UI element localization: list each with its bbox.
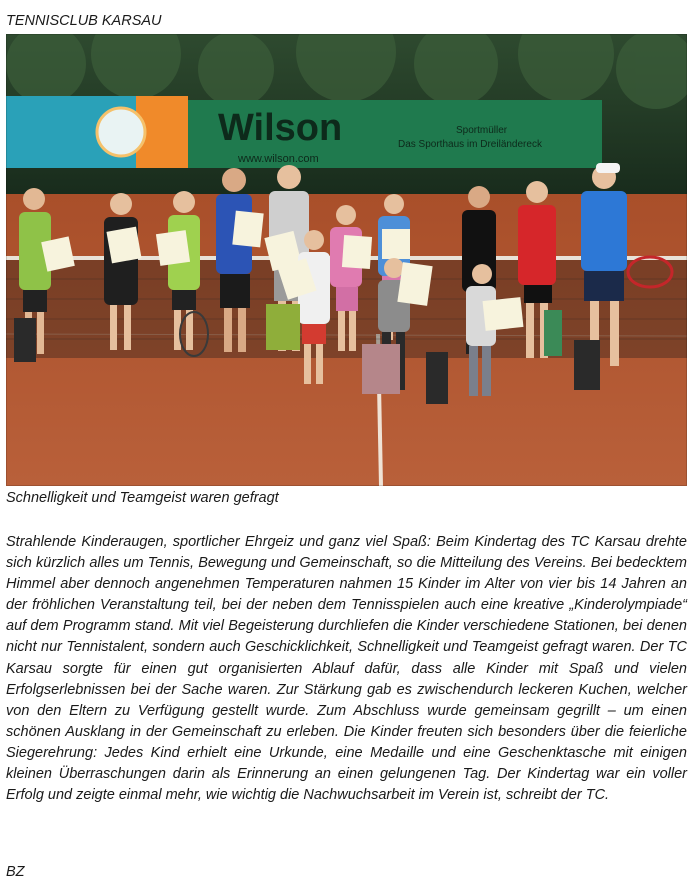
banner-logo-icon [97, 108, 145, 156]
gift-bag [574, 340, 600, 390]
group-photo [6, 34, 687, 486]
sponsor-banner [6, 96, 602, 168]
banner-url: www.wilson.com [238, 153, 319, 165]
club-header: TENNISCLUB KARSAU [6, 13, 162, 29]
gift-bag [14, 318, 36, 362]
banner-sponsor-line2: Das Sporthaus im Dreiländereck [398, 139, 542, 150]
photo-illustration [6, 34, 687, 486]
article-body: Strahlende Kinderaugen, sportlicher Ehrgeiz und ganz viel Spaß: Beim Kindertag des TC Karsau drehte sich kürzlich alles um Tennis, Bewegung und Gemeinschaft, so die Mitteilung des Vereins. Bei bedecktem Himmel aber dennoch angenehmen Temperaturen nahmen 15 Kinder im Alter von vier bis 14 Jahren an der fröhlichen Veranstaltung teil, bei der neben dem Tennisspielen auch eine kreative „Kinderolympiade“ auf dem Programm stand. Mit viel Begeisterung durchliefen die Kinder verschiedene Stationen, bei denen nicht nur Tennistalent, sondern auch Geschicklichkeit, Schnelligkeit und Teamgeist gefragt waren. Der TC Karsau sorgte für einen gut organisierten Ablauf dafür, dass alle Kinder mit Spaß und vielen Erfolgserlebnissen bei der Sache waren. Zur Stärkung gab es zwischendurch leckeren Kuchen, welcher von den Eltern zu Verfügung gestellt wurde. Zum Abschluss wurde gemeinsam gegrillt – um einen schönen Ausklang in der Gemeinschaft zu erleben. Die Kinder freuten sich besonders über die feierliche Siegerehrung: Jedes Kind erhielt eine Urkunde, eine Medaille und eine Geschenktasche mit einigen kleinen Überraschungen darin als Erinnerung an einen gelungenen Tag. Der Kindertag war ein voller Erfolg und zeigte einmal mehr, wie wichtig die Nachwuchsarbeit im Verein ist, schreibt der TC. [6, 534, 687, 804]
banner-sponsor-line1: Sportmüller [456, 125, 508, 136]
banner-brand: Wilson [218, 107, 343, 149]
photo-caption: Schnelligkeit und Teamgeist waren gefragt [6, 490, 279, 506]
byline: BZ [6, 864, 25, 880]
